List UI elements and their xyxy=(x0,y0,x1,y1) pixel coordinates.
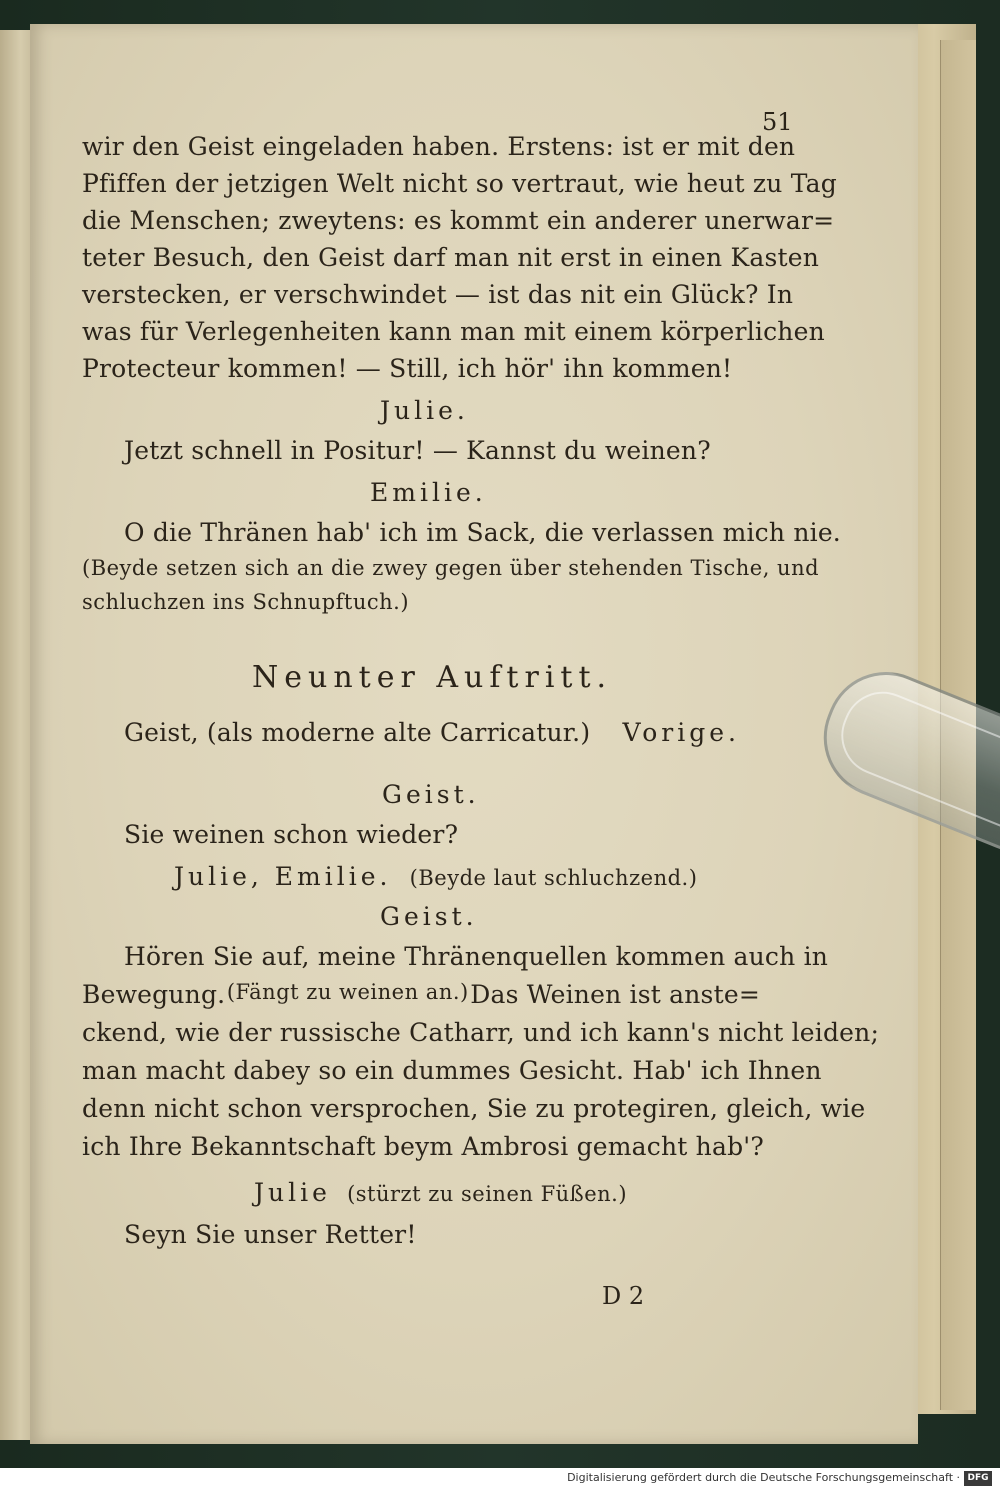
footer-bar xyxy=(0,1468,1000,1490)
text-line: ich Ihre Bekanntschaft beym Ambrosi gemacht hab'? xyxy=(82,1132,764,1161)
text-line: Pfiffen der jetzigen Welt nicht so vertraut, wie heut zu Tag xyxy=(82,169,837,198)
stage-direction: schluchzen ins Schnupftuch.) xyxy=(82,590,410,614)
speaker-name: Julie xyxy=(254,1178,331,1207)
text-segment: Das Weinen ist anste= xyxy=(470,980,760,1009)
cast-list-characters: Geist, (als moderne alte Carricatur.) xyxy=(124,718,591,747)
speaker-julie-emilie xyxy=(174,862,697,891)
text-line: die Menschen; zweytens: es kommt ein anderer unerwar= xyxy=(82,206,835,235)
speaker-julie-line xyxy=(254,1178,627,1207)
speaker-julie: Julie. xyxy=(380,396,469,425)
cast-list-previous: Vorige. xyxy=(622,718,740,747)
text-line: Jetzt schnell in Positur! — Kannst du weinen? xyxy=(124,436,711,465)
speaker-geist: Geist. xyxy=(382,780,480,809)
text-line: Protecteur kommen! — Still, ich hör' ihn kommen! xyxy=(82,354,733,383)
speaker-emilie: Emilie. xyxy=(370,478,487,507)
text-line: man macht dabey so ein dummes Gesicht. Hab' ich Ihnen xyxy=(82,1056,822,1085)
speaker-names: Julie, Emilie. xyxy=(174,862,392,891)
book-page xyxy=(30,24,918,1444)
text-line: verstecken, er verschwindet — ist das nit ein Glück? In xyxy=(82,280,794,309)
text-line xyxy=(82,980,760,1009)
stage-direction: (Beyde setzen sich an die zwey gegen über stehenden Tische, und xyxy=(82,556,820,580)
stage-direction: (stürzt zu seinen Füßen.) xyxy=(347,1182,628,1206)
stage-direction: (Beyde laut schluchzend.) xyxy=(409,866,698,890)
cast-list xyxy=(124,718,740,747)
text-line: teter Besuch, den Geist darf man nit erst in einen Kasten xyxy=(82,243,820,272)
text-line: denn nicht schon versprochen, Sie zu protegiren, gleich, wie xyxy=(82,1094,866,1123)
text-line: ckend, wie der russische Catharr, und ich kann's nicht leiden; xyxy=(82,1018,880,1047)
footer-credit: Digitalisierung gefördert durch die Deutsche Forschungsgemeinschaft · xyxy=(567,1471,960,1484)
dfg-logo: DFG xyxy=(964,1471,992,1486)
catchword-signature: D 2 xyxy=(602,1282,645,1310)
text-line: wir den Geist eingeladen haben. Erstens: ist er mit den xyxy=(82,132,796,161)
text-line: was für Verlegenheiten kann man mit einem körperlichen xyxy=(82,317,825,346)
stage-direction: (Fängt zu weinen an.) xyxy=(226,980,469,1004)
text-line: Sie weinen schon wieder? xyxy=(124,820,459,849)
scene-title: Neunter Auftritt. xyxy=(252,660,613,695)
speaker-geist: Geist. xyxy=(380,902,478,931)
text-line: O die Thränen hab' ich im Sack, die verlassen mich nie. xyxy=(124,518,841,547)
text-line: Seyn Sie unser Retter! xyxy=(124,1220,417,1249)
text-segment: Bewegung. xyxy=(82,980,226,1009)
page-number: 51 xyxy=(762,108,793,136)
text-line: Hören Sie auf, meine Thränenquellen kommen auch in xyxy=(124,942,829,971)
